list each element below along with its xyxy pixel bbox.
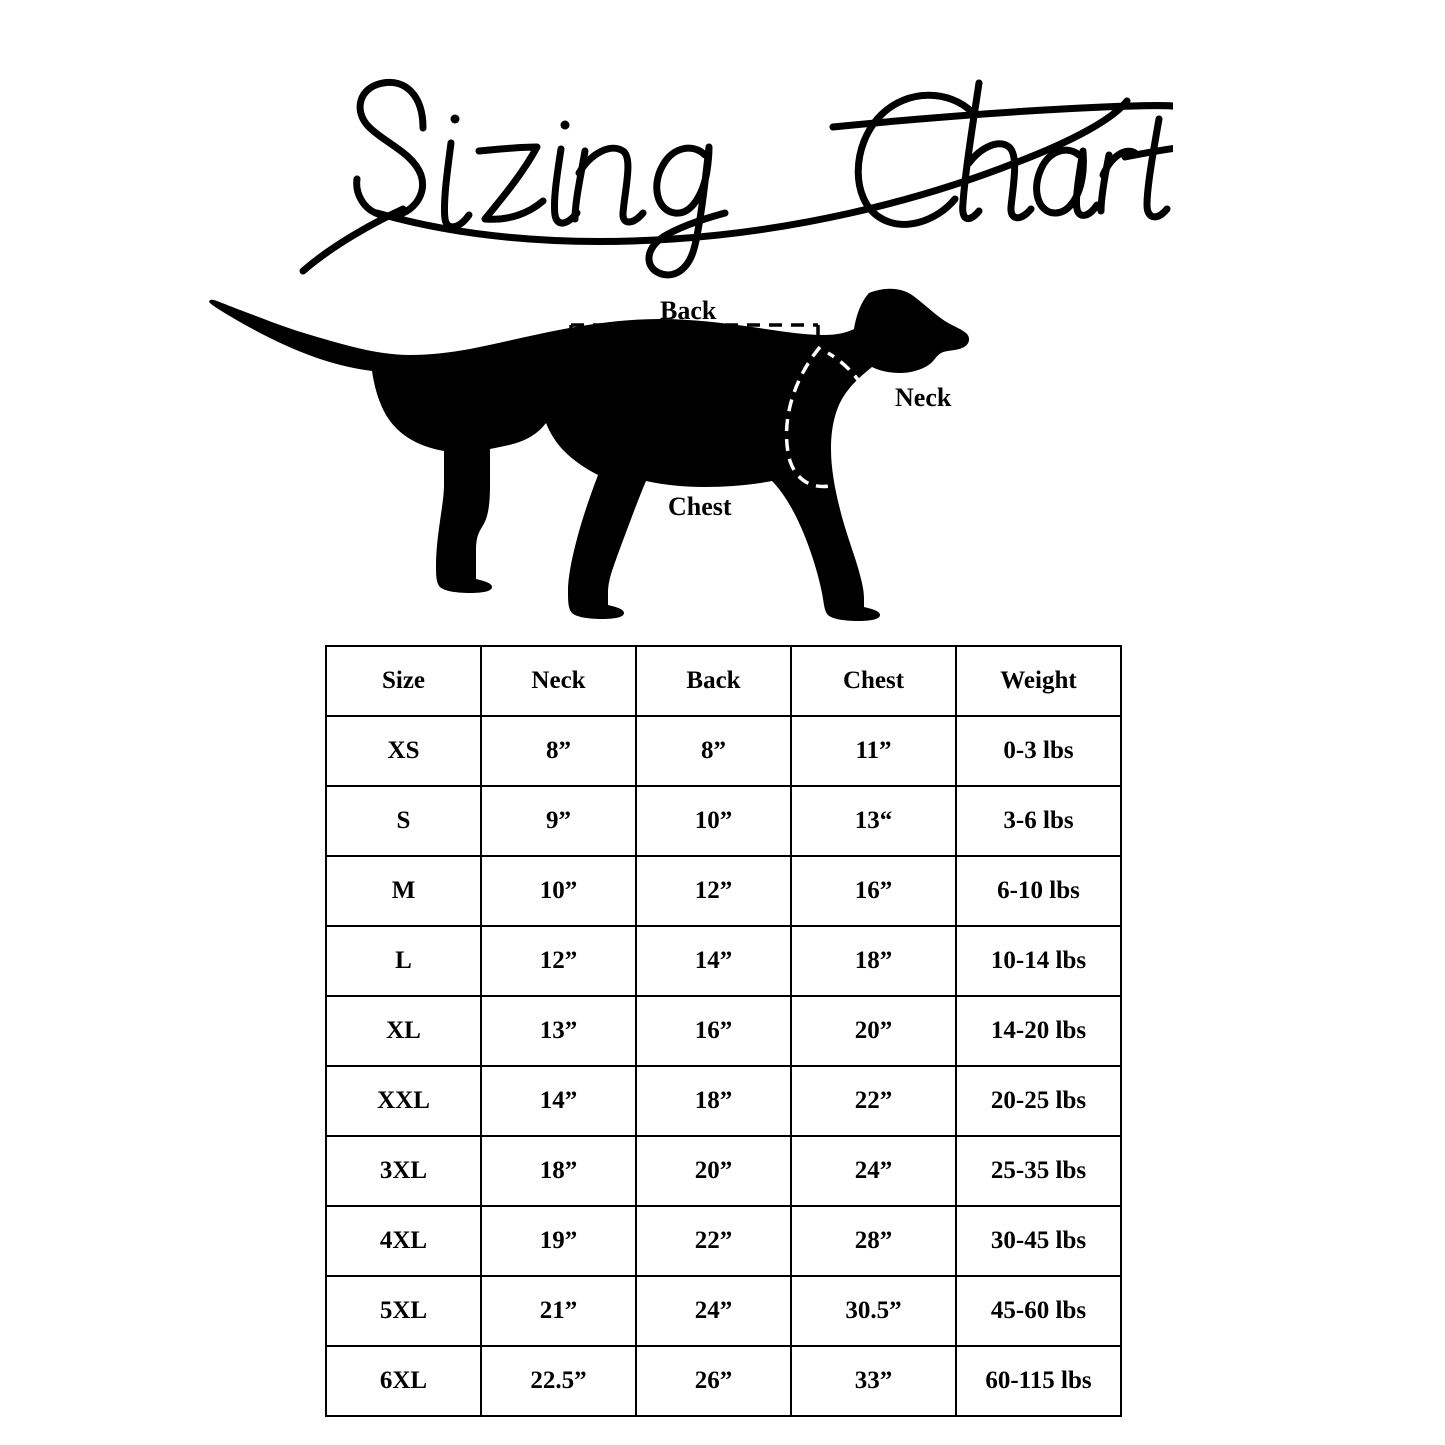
column-header-size: Size [326,646,481,716]
table-row [326,1206,1121,1276]
table-header-row [326,646,1121,716]
cell-chest: 33” [791,1346,956,1416]
cell-size: 6XL [326,1346,481,1416]
cell-back: 20” [636,1136,791,1206]
cell-size: M [326,856,481,926]
cell-neck: 18” [481,1136,636,1206]
cell-chest: 16” [791,856,956,926]
cell-weight: 60-115 lbs [956,1346,1121,1416]
cell-neck: 12” [481,926,636,996]
sizing-table-container [325,645,1120,1417]
cell-size: XS [326,716,481,786]
cell-size: XXL [326,1066,481,1136]
dog-diagram [0,285,1445,625]
cell-size: 3XL [326,1136,481,1206]
cell-chest: 30.5” [791,1276,956,1346]
column-header-neck: Neck [481,646,636,716]
table-row [326,856,1121,926]
cell-neck: 13” [481,996,636,1066]
cell-back: 18” [636,1066,791,1136]
cell-neck: 9” [481,786,636,856]
cell-chest: 22” [791,1066,956,1136]
cell-size: L [326,926,481,996]
cell-neck: 21” [481,1276,636,1346]
cell-back: 8” [636,716,791,786]
sizing-chart-script-title [273,23,1173,283]
cell-size: 4XL [326,1206,481,1276]
cell-size: 5XL [326,1276,481,1346]
cell-weight: 14-20 lbs [956,996,1121,1066]
cell-weight: 10-14 lbs [956,926,1121,996]
sizing-table [325,645,1122,1417]
cell-back: 24” [636,1276,791,1346]
cell-back: 12” [636,856,791,926]
cell-back: 22” [636,1206,791,1276]
cell-size: S [326,786,481,856]
cell-chest: 11” [791,716,956,786]
cell-back: 26” [636,1346,791,1416]
cell-neck: 22.5” [481,1346,636,1416]
cell-weight: 30-45 lbs [956,1206,1121,1276]
cell-neck: 10” [481,856,636,926]
cell-back: 10” [636,786,791,856]
column-header-back: Back [636,646,791,716]
cell-chest: 18” [791,926,956,996]
table-row [326,1346,1121,1416]
table-row [326,1136,1121,1206]
table-row [326,786,1121,856]
table-row [326,996,1121,1066]
cell-weight: 20-25 lbs [956,1066,1121,1136]
page-title [0,18,1445,288]
cell-neck: 8” [481,716,636,786]
column-header-chest: Chest [791,646,956,716]
cell-weight: 3-6 lbs [956,786,1121,856]
cell-neck: 19” [481,1206,636,1276]
cell-back: 14” [636,926,791,996]
dog-silhouette-icon [0,285,1445,625]
cell-weight: 25-35 lbs [956,1136,1121,1206]
label-neck: Neck [895,383,952,412]
label-chest: Chest [668,492,732,521]
cell-size: XL [326,996,481,1066]
cell-chest: 13“ [791,786,956,856]
cell-weight: 0-3 lbs [956,716,1121,786]
cell-neck: 14” [481,1066,636,1136]
label-back: Back [660,296,717,325]
table-row [326,1276,1121,1346]
cell-weight: 45-60 lbs [956,1276,1121,1346]
cell-weight: 6-10 lbs [956,856,1121,926]
cell-chest: 20” [791,996,956,1066]
column-header-weight: Weight [956,646,1121,716]
cell-chest: 28” [791,1206,956,1276]
cell-chest: 24” [791,1136,956,1206]
table-row [326,926,1121,996]
cell-back: 16” [636,996,791,1066]
table-row [326,1066,1121,1136]
table-row [326,716,1121,786]
